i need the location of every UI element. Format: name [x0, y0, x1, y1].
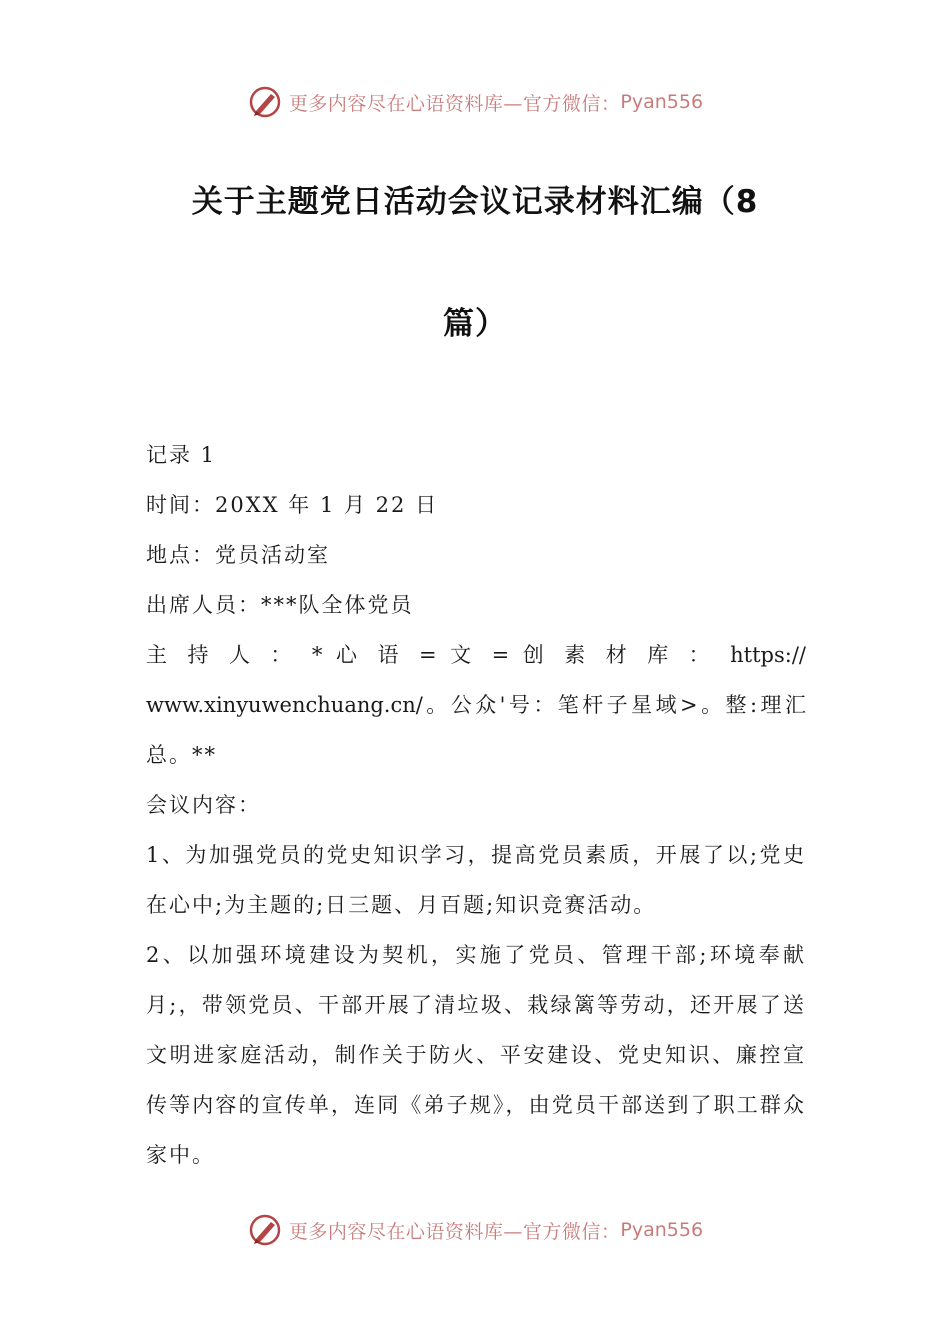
- header-banner: [0, 80, 950, 124]
- banner-text: 更多内容尽在心语资料库—官方微信：: [288, 92, 621, 115]
- record-heading: 记录 1: [146, 443, 217, 467]
- meeting-attendees: 出席人员：***队全体党员: [146, 593, 414, 617]
- banner-wechat-id: Pyan556: [620, 1219, 704, 1241]
- meeting-place: 地点：党员活动室: [146, 543, 330, 567]
- banner-wechat-id: Pyan556: [620, 91, 704, 113]
- meeting-host-line3: 总。**: [146, 743, 217, 767]
- document-body: [146, 430, 806, 1180]
- content-label: 会议内容：: [146, 793, 261, 817]
- content-item-1: 1、为加强党员的党史知识学习，提高党员素质，开展了以;党史在心中;为主题的;日三题、月百题;知识竞赛活动。: [146, 843, 806, 917]
- meeting-time: 时间：20XX 年 1 月 22 日: [146, 493, 439, 517]
- banner-text: 更多内容尽在心语资料库—官方微信：: [288, 1220, 621, 1243]
- content-item-2: 2、以加强环境建设为契机，实施了党员、管理干部;环境奉献月;，带领党员、干部开展了清垃圾、栽绿篱等劳动，还开展了送文明进家庭活动，制作关于防火、平安建设、党史知识、廉控宣传等内容的宣传单，连同《弟子规》，由党员干部送到了职工群众家中。: [146, 943, 806, 1167]
- pen-logo-icon: [247, 1212, 283, 1248]
- meeting-host-line2: www.xinyuwenchuang.cn/。公众'号：笔杆子星域>。整:理汇: [146, 693, 806, 717]
- pen-logo-icon: [247, 84, 283, 120]
- meeting-host-line1: 主 持 人 ： * 心 语 = 文 = 创 素 材 库 ： https://: [146, 643, 806, 667]
- document-title-line2: 篇）: [443, 306, 507, 342]
- document-title-line1: 关于主题党日活动会议记录材料汇编（8: [191, 184, 759, 220]
- footer-banner: [0, 1208, 950, 1252]
